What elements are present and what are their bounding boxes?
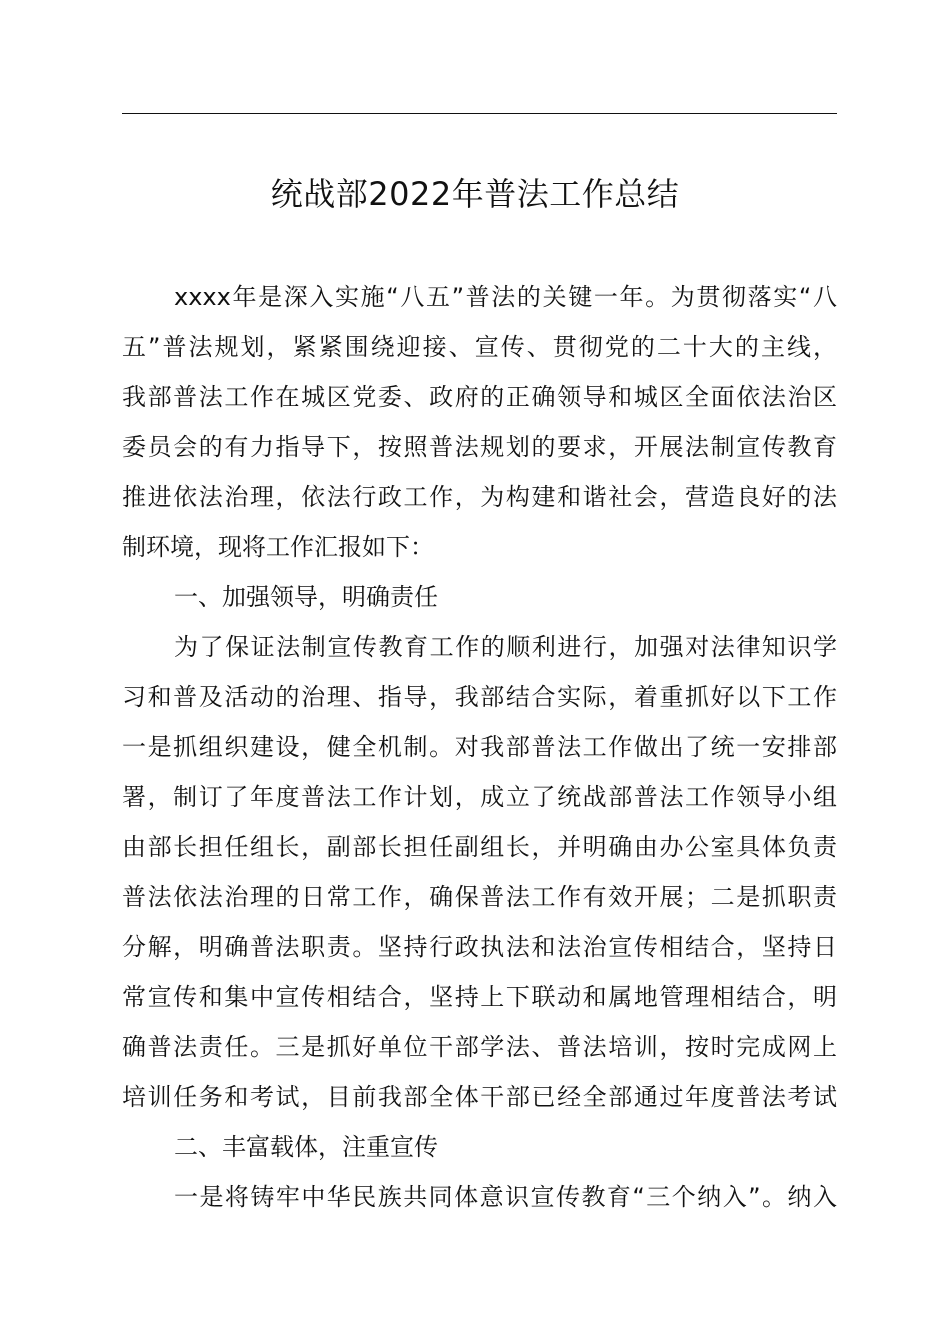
paragraph-line: 一是抓组织建设，健全机制。对我部普法工作做出了统一安排部 bbox=[122, 733, 837, 761]
paragraph-line: 培训任务和考试，目前我部全体干部已经全部通过年度普法考试 bbox=[122, 1083, 837, 1111]
document-body bbox=[122, 272, 837, 1222]
header-rule bbox=[122, 113, 837, 114]
paragraph-line: 制环境，现将工作汇报如下： bbox=[122, 533, 434, 561]
document-title: 统战部2022年普法工作总结 bbox=[270, 175, 680, 213]
section-heading-1: 一、加强领导，明确责任 bbox=[174, 583, 438, 611]
paragraph-line: 五”普法规划，紧紧围绕迎接、宣传、贯彻党的二十大的主线， bbox=[122, 333, 837, 361]
paragraph-line: 为了保证法制宣传教育工作的顺利进行，加强对法律知识学 bbox=[174, 633, 837, 661]
paragraph-line: 署，制订了年度普法工作计划，成立了统战部普法工作领导小组 bbox=[122, 783, 837, 811]
paragraph-line: xxxx年是深入实施“八五”普法的关键一年。为贯彻落实“八 bbox=[174, 283, 837, 311]
paragraph-line: 普法依法治理的日常工作，确保普法工作有效开展；二是抓职责 bbox=[122, 883, 837, 911]
paragraph-line: 一是将铸牢中华民族共同体意识宣传教育“三个纳入”。纳入 bbox=[174, 1183, 837, 1211]
paragraph-line: 我部普法工作在城区党委、政府的正确领导和城区全面依法治区 bbox=[122, 383, 837, 411]
section-heading-2: 二、丰富载体，注重宣传 bbox=[174, 1133, 438, 1161]
paragraph-line: 习和普及活动的治理、指导，我部结合实际，着重抓好以下工作 bbox=[122, 683, 837, 711]
paragraph-line: 推进依法治理，依法行政工作，为构建和谐社会，营造良好的法 bbox=[122, 483, 837, 511]
paragraph-line: 由部长担任组长，副部长担任副组长，并明确由办公室具体负责 bbox=[122, 833, 837, 861]
paragraph-line: 常宣传和集中宣传相结合，坚持上下联动和属地管理相结合，明 bbox=[122, 983, 837, 1011]
paragraph-line: 委员会的有力指导下，按照普法规划的要求，开展法制宣传教育 bbox=[122, 433, 837, 461]
paragraph-line: 分解，明确普法职责。坚持行政执法和法治宣传相结合，坚持日 bbox=[122, 933, 837, 961]
paragraph-line: 确普法责任。三是抓好单位干部学法、普法培训，按时完成网上 bbox=[122, 1033, 837, 1061]
